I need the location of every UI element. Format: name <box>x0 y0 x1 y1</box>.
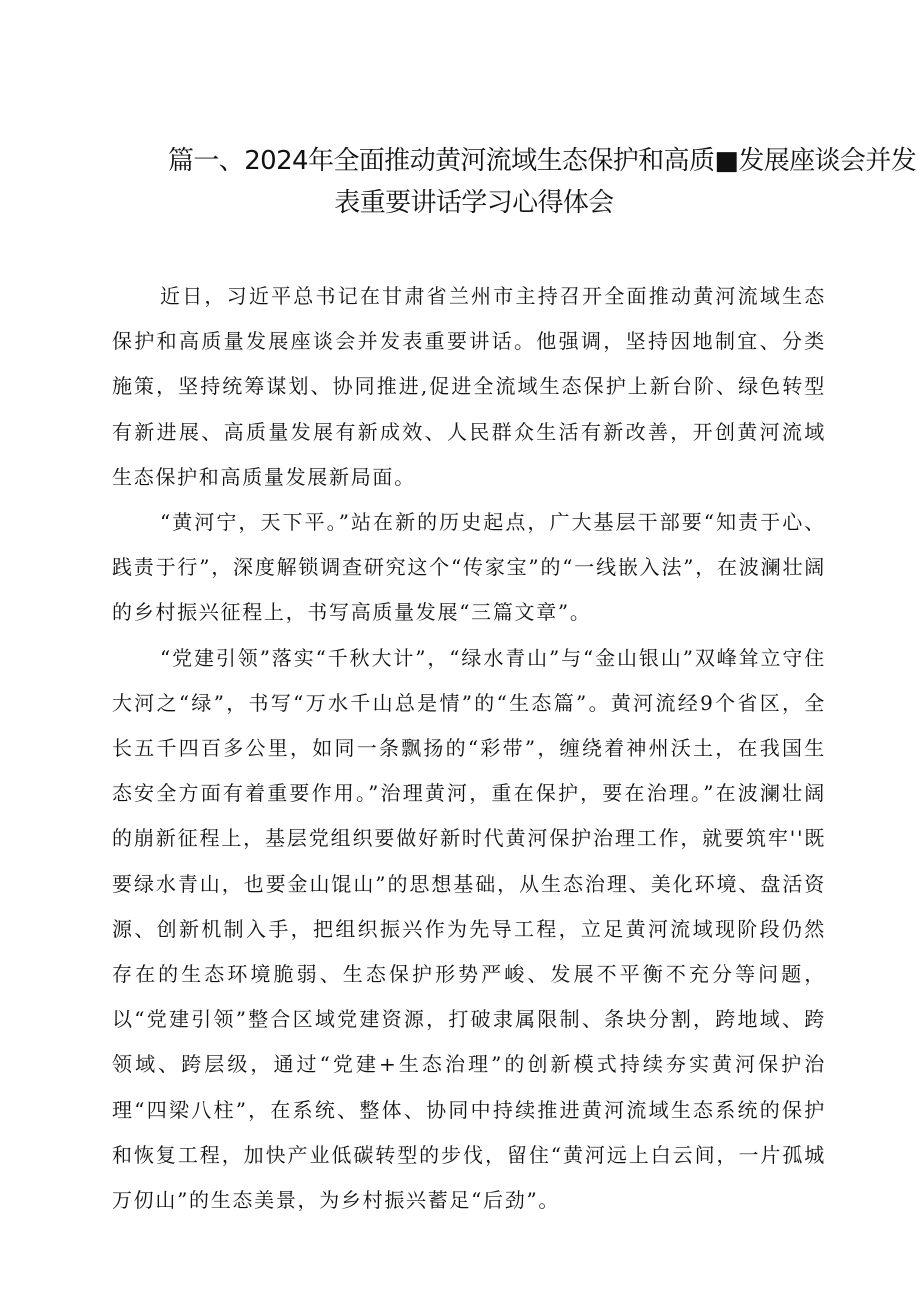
paragraph-2: “黄河宁，天下平。”站在新的历史起点，广大基层干部要“知责于心、践责于行”，深度解锁调查研究这个“传家宝”的“一线嵌入法”，在波澜壮阔的乡村振兴征程上，书写高质量发展“三篇文章”。 <box>112 510 826 625</box>
document-title <box>112 140 917 224</box>
document-body <box>112 274 826 1223</box>
title-line-2: 表重要讲话学习心得体会 <box>334 188 614 218</box>
title-line-1: 篇一、2024年全面推动黄河流域生态保护和高质■发展座谈会并发 <box>168 146 917 176</box>
paragraph-3: “党建引领”落实“千秋大计”，“绿水青山”与“金山银山”双峰耸立守住大河之“绿”，书写“万水千山总是情”的“生态篇”。黄河流经9个省区，全长五千四百多公里，如同一条飘扬的“彩带”，缠绕着神州沃土，在我国生态安全方面有着重要作用。”治理黄河，重在保护，要在治理。”在波澜壮阔的崩新征程上，基层党组织要做好新时代黄河保护治理工作，就要筑牢''既要绿水青山，也要金山馄山”的思想基础，从生态治理、美化环境、盘活资源、创新机制入手，把组织振兴作为先导工程，立足黄河流域现阶段仍然存在的生态环境脆弱、生态保护形势严峻、发展不平衡不充分等问题，以“党建引领”整合区域党建资源，打破隶属限制、条块分割，跨地域、跨领域、跨层级，通过“党建+生态治理”的创新模式持续夯实黄河保护治理“四梁八柱”，在系统、整体、协同中持续推进黄河流域生态系统的保护和恢复工程，加快产业低碳转型的步伐，留住“黄河远上白云间，一片孤城万仞山”的生态美景，为乡村振兴蓄足“后劲”。 <box>112 645 826 1213</box>
paragraph-1: 近日，习近平总书记在甘肃省兰州市主持召开全面推动黄河流域生态保护和高质量发展座谈会并发表重要讲话。他强调，坚持因地制宜、分类施策，坚持统筹谋划、协同推进,促进全流域生态保护上新台阶、绿色转型有新进展、高质量发展有新成效、人民群众生活有新改善，开创黄河流域生态保护和高质量发展新局面。 <box>112 284 826 489</box>
